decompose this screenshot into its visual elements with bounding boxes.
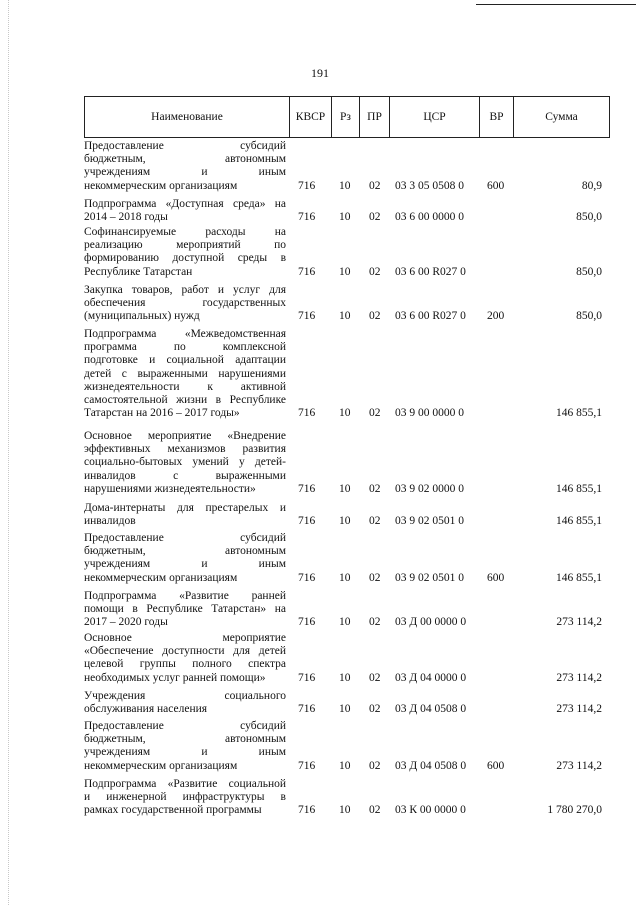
row-pr: 02 [369,211,381,224]
row-kvsr: 716 [298,265,316,278]
row-sum: 146 855,1 [556,407,602,420]
row-name-line: учреждениям и иным [84,166,286,179]
row-rz: 10 [339,804,351,817]
row-rz: 10 [339,482,351,495]
row-name-line: Татарстан на 2016 – 2017 годы» [84,407,240,420]
row-pr: 02 [369,515,381,528]
row-name [84,690,286,716]
header-rz: Рз [340,111,351,123]
row-name-line: учреждениям и иным [84,746,286,759]
row-sum: 850,0 [576,211,602,224]
row-name-line: бюджетным, автономным [84,545,286,558]
row-name-line: некоммерческим организациям [84,571,238,584]
table-row [84,140,610,193]
row-csr: 03 К 00 0000 0 [395,804,466,817]
scan-edge-marks [8,0,11,905]
row-vr: 600 [487,571,505,584]
row-pr: 02 [369,407,381,420]
row-name-line: инвалидов [84,515,136,528]
row-kvsr: 716 [298,571,316,584]
row-csr: 03 9 02 0501 0 [395,571,464,584]
header-name: Наименование [151,111,223,123]
row-rz: 10 [339,407,351,420]
row-name-line: учреждениям и иным [84,558,286,571]
row-kvsr: 716 [298,407,316,420]
row-name-line: 2017 – 2020 годы [84,616,168,629]
table-row [84,226,610,279]
row-name-line: Республике Татарстан [84,265,193,278]
table-row [84,198,610,224]
row-kvsr: 716 [298,616,316,629]
row-csr: 03 Д 04 0508 0 [395,703,467,716]
row-pr: 02 [369,482,381,495]
row-name-line: самостоятельной жизни в Республике [84,394,286,407]
row-csr: 03 3 05 0508 0 [395,179,464,192]
table-row [84,590,610,630]
row-name-line: Учреждения социального [84,690,286,702]
row-kvsr: 716 [298,211,316,224]
row-pr: 02 [369,571,381,584]
row-name-line: Подпрограмма «Доступная среда» на [84,198,286,210]
row-name-line: социально-бытовых умений у детей- [84,456,286,469]
table-header-bottom-border [84,137,610,138]
header-sum: Сумма [545,111,578,123]
row-name-line: Софинансируемые расходы на [84,226,286,238]
row-name-line: жизнедеятельности к активной [84,380,286,393]
row-pr: 02 [369,265,381,278]
row-name [84,430,286,496]
row-name-line: Предоставление субсидий [84,140,286,152]
row-sum: 273 114,2 [556,703,602,716]
table-row [84,502,610,528]
table-row [84,690,610,716]
row-name [84,778,286,818]
row-name-line: бюджетным, автономным [84,733,286,746]
row-name [84,198,286,224]
row-name-line: необходимых услуг ранней помощи» [84,671,266,684]
row-csr: 03 9 00 0000 0 [395,407,464,420]
header-vr: ВР [489,111,504,123]
row-name [84,140,286,193]
row-name-line: подготовке и социальной адаптации [84,354,286,367]
row-csr: 03 Д 00 0000 0 [395,616,467,629]
row-csr: 03 6 00 0000 0 [395,211,464,224]
row-name-line: 2014 – 2018 годы [84,211,168,224]
row-rz: 10 [339,671,351,684]
row-name-line: формированию доступной среды в [84,252,286,265]
row-name-line: Предоставление субсидий [84,720,286,732]
row-csr: 03 6 00 R027 0 [395,265,466,278]
row-name-line: программа по комплексной [84,341,286,354]
row-name-line: некоммерческим организациям [84,759,238,772]
row-kvsr: 716 [298,671,316,684]
row-pr: 02 [369,179,381,192]
table-row [84,328,610,420]
row-sum: 1 780 270,0 [547,804,602,817]
row-kvsr: 716 [298,310,316,323]
row-name [84,284,286,324]
row-sum: 146 855,1 [556,515,602,528]
table-row [84,778,610,818]
row-pr: 02 [369,310,381,323]
row-name-line: детей с выраженными нарушениями [84,367,286,380]
row-name-line: «Обеспечение доступности для детей [84,645,286,658]
row-name-line: Дома-интернаты для престарелых и [84,502,286,514]
row-name-line: помощи в Республике Татарстан» на [84,603,286,616]
row-pr: 02 [369,671,381,684]
header-csr: ЦСР [423,111,446,123]
row-vr: 600 [487,759,505,772]
row-csr: 03 6 00 R027 0 [395,310,466,323]
table-row [84,632,610,685]
table-row [84,720,610,773]
row-name-line: Основное мероприятие «Внедрение [84,430,286,442]
row-name [84,632,286,685]
row-csr: 03 9 02 0000 0 [395,482,464,495]
row-name-line: обеспечения государственных [84,297,286,310]
row-pr: 02 [369,703,381,716]
row-kvsr: 716 [298,179,316,192]
row-kvsr: 716 [298,804,316,817]
scan-top-line [476,4,636,5]
row-vr: 200 [487,310,505,323]
row-vr: 600 [487,179,505,192]
header-pr: ПР [367,111,382,123]
header-kvsr: КВСР [295,111,326,123]
row-name-line: Подпрограмма «Межведомственная [84,328,286,340]
row-name-line: бюджетным, автономным [84,153,286,166]
row-name-line: обслуживания населения [84,703,208,716]
row-rz: 10 [339,265,351,278]
row-name-line: целевой группы полного спектра [84,658,286,671]
row-rz: 10 [339,616,351,629]
row-name-line: нарушениями жизнедеятельности» [84,482,256,495]
row-name-line: инвалидов с выраженными [84,469,286,482]
row-sum: 273 114,2 [556,671,602,684]
row-name-line: Подпрограмма «Развитие социальной [84,778,286,790]
row-rz: 10 [339,515,351,528]
row-name [84,502,286,528]
row-name-line: Закупка товаров, работ и услуг для [84,284,286,296]
row-rz: 10 [339,211,351,224]
row-name [84,720,286,773]
row-sum: 146 855,1 [556,571,602,584]
row-pr: 02 [369,759,381,772]
row-name [84,532,286,585]
row-csr: 03 Д 04 0000 0 [395,671,467,684]
row-sum: 850,0 [576,310,602,323]
table-right-border [609,96,610,138]
row-name [84,226,286,279]
row-kvsr: 716 [298,759,316,772]
row-name-line: (муниципальных) нужд [84,310,200,323]
row-sum: 273 114,2 [556,616,602,629]
row-name-line: некоммерческим организациям [84,179,238,192]
row-sum: 146 855,1 [556,482,602,495]
row-pr: 02 [369,616,381,629]
row-kvsr: 716 [298,515,316,528]
row-sum: 80,9 [581,179,602,192]
row-rz: 10 [339,703,351,716]
row-pr: 02 [369,804,381,817]
row-name [84,328,286,420]
table-row [84,532,610,585]
row-name-line: эффективных механизмов развития [84,443,286,456]
row-rz: 10 [339,179,351,192]
row-name-line: реализацию мероприятий по [84,239,286,252]
row-name-line: и инженерной инфраструктуры в [84,791,286,804]
row-sum: 850,0 [576,265,602,278]
row-name [84,590,286,630]
row-name-line: рамках государственной программы [84,804,262,817]
table-row [84,284,610,324]
row-rz: 10 [339,571,351,584]
row-csr: 03 9 02 0501 0 [395,515,464,528]
row-name-line: Основное мероприятие [84,632,286,644]
row-name-line: Предоставление субсидий [84,532,286,544]
row-rz: 10 [339,759,351,772]
row-rz: 10 [339,310,351,323]
row-sum: 273 114,2 [556,759,602,772]
page-number: 191 [311,66,329,80]
table-row [84,430,610,496]
row-kvsr: 716 [298,482,316,495]
row-kvsr: 716 [298,703,316,716]
row-name-line: Подпрограмма «Развитие ранней [84,590,286,602]
row-csr: 03 Д 04 0508 0 [395,759,467,772]
